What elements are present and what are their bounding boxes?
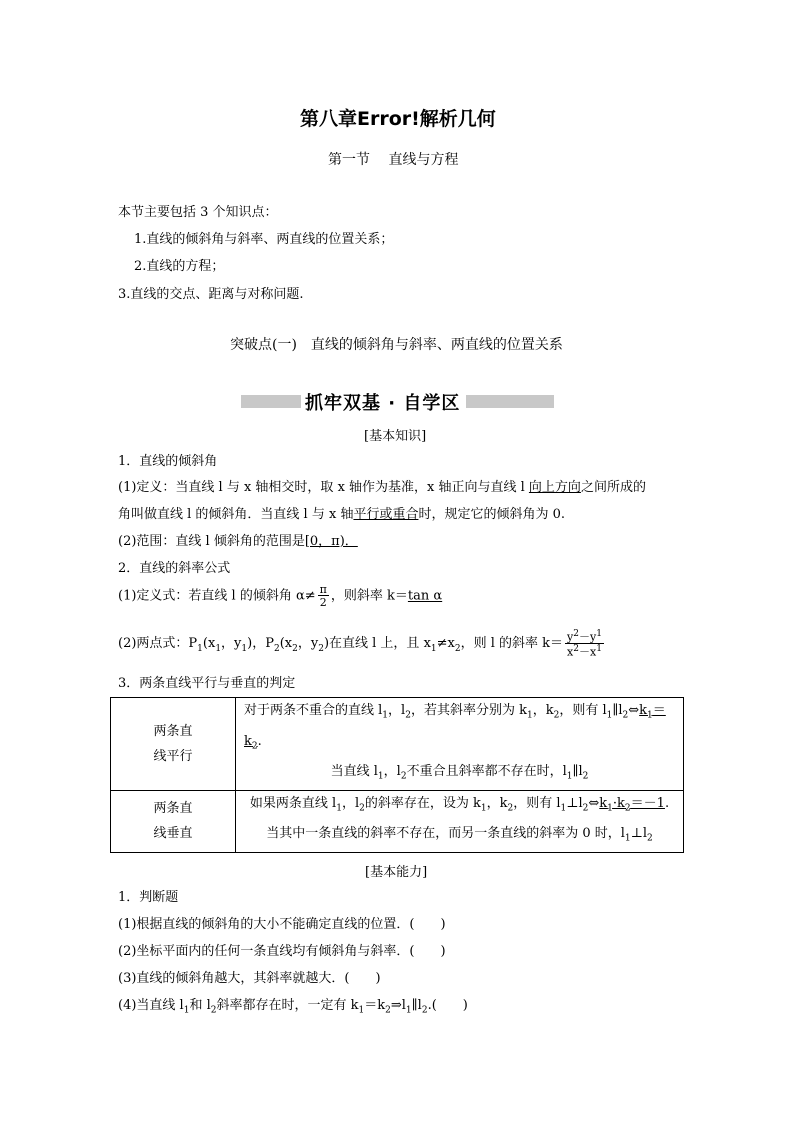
breakpoint-heading: 突破点(一) 直线的倾斜角与斜率、两直线的位置关系	[230, 337, 563, 353]
slope-definition: (1)定义式：若直线 l 的倾斜角 α≠ $\frac{\pi}{2}$ ，则斜率 k＝tan α	[118, 583, 443, 609]
judgement-table	[110, 697, 684, 853]
intro-point-1: 1.直线的倾斜角与斜率、两直线的位置关系；	[134, 232, 394, 247]
two-point-formula: (2)两点式：$P_1(x_1$，$y_1$)，$P_2(x_2$，$y_2$)在直线 l 上，且 $x_1\ne x_2$，则 l 的斜率 k＝ $\frac{y^2-y^1}{x^2-x^1}$	[118, 629, 602, 659]
judgement-item-3: (3)直线的倾斜角越大，其斜率就越大．( )	[118, 971, 381, 986]
intro-lead: 本节主要包括 3 个知识点：	[118, 205, 278, 220]
parallel-header: 两条直 线平行	[111, 698, 236, 791]
perpendicular-content: 如果两条直线 $l_1$，$l_2$的斜率存在，设为 $k_1$，$k_2$，则有 $l_1\perp l_2\Leftrightarrow k_1\cdot k_2=-1$. 当其中一条直线的斜率不存在，而另一条直线的斜率为 0 时，$l_1\perp l_2$	[236, 790, 684, 852]
intro-point-3: 3.直线的交点、距离与对称问题.	[118, 287, 304, 302]
perpendicular-header: 两条直 线垂直	[111, 790, 236, 852]
parallel-content: 对于两条不重合的直线 $l_1$，$l_2$，若其斜率分别为 $k_1$，$k_2$，则有 $l_1\parallel l_2\Leftrightarrow k_1=$ $k_2$. 当直线 $l_1$，$l_2$不重合且斜率都不存在时，$l_1\parallel l_2$	[236, 698, 684, 791]
judgement-item-1: (1)根据直线的倾斜角的大小不能确定直线的位置．( )	[118, 917, 446, 932]
table-row-perpendicular	[111, 790, 684, 852]
range-line: (2)范围：直线 l 倾斜角的范围是[0，π)．	[118, 534, 358, 549]
heading-incline-angle: 1．直线的倾斜角	[118, 454, 218, 469]
chapter-title: 第八章Error!解析几何	[300, 108, 496, 130]
heading-judgement: 1．判断题	[118, 890, 179, 905]
banner-right-bar	[466, 395, 554, 408]
banner-left-bar	[241, 395, 301, 408]
table-row-parallel	[111, 698, 684, 791]
judgement-item-2: (2)坐标平面内的任何一条直线均有倾斜角与斜率．( )	[118, 944, 446, 959]
basic-ability-tag: [基本能力]	[365, 865, 428, 880]
basic-knowledge-tag: [基本知识]	[364, 429, 427, 444]
heading-slope-formula: 2．直线的斜率公式	[118, 561, 231, 576]
judgement-item-4: (4)当直线 $l_1$和 $l_2$斜率都存在时，一定有 $k_1=k_2\Rightarrow l_1\parallel l_2$.( )	[118, 998, 468, 1016]
definition-line-2: 角叫做直线 l 的倾斜角．当直线 l 与 x 轴平行或重合时，规定它的倾斜角为 0.	[118, 507, 566, 522]
intro-point-2: 2.直线的方程；	[134, 259, 225, 274]
heading-parallel-perpendicular: 3．两条直线平行与垂直的判定	[118, 676, 296, 691]
banner-title: 抓牢双基 · 自学区	[305, 393, 461, 414]
section-title: 第一节 直线与方程	[328, 152, 459, 168]
definition-line-1: (1)定义：当直线 l 与 x 轴相交时，取 x 轴作为基准，x 轴正向与直线 l 向上方向之间所成的	[118, 480, 646, 495]
